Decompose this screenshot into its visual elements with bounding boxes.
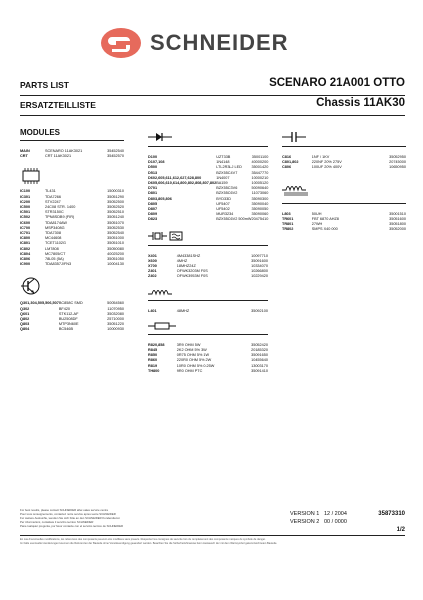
version2-label: VERSION 2 bbox=[290, 519, 320, 525]
part-ref: IC701 bbox=[20, 231, 31, 236]
part-description: 4M43381SHZ bbox=[176, 253, 201, 258]
transistor-icon bbox=[20, 275, 40, 297]
part-code: 40025200 bbox=[107, 251, 124, 256]
filter-crystal-icon bbox=[148, 231, 184, 241]
part-description: SMPS X40 000 bbox=[311, 227, 338, 232]
divider bbox=[148, 146, 268, 147]
model-title: SCENARO 21A001 OTTO bbox=[269, 77, 405, 89]
part-code: 35090040 bbox=[251, 201, 269, 206]
divider bbox=[20, 95, 405, 96]
part-code: 10334070 bbox=[251, 264, 268, 269]
part-ref: IC500 bbox=[20, 205, 31, 210]
part-description: TDA7266 bbox=[44, 194, 61, 199]
brand-name: SCHNEIDER bbox=[150, 30, 289, 55]
column-modules bbox=[20, 128, 124, 341]
part-ref: IC800 bbox=[20, 236, 31, 241]
part-ref: IC301 bbox=[20, 194, 31, 199]
part-row bbox=[148, 369, 268, 374]
part-row bbox=[20, 262, 124, 267]
part-code: 11073060 bbox=[251, 191, 269, 196]
part-code: 10000210 bbox=[251, 175, 269, 180]
part-code: 11070950 bbox=[107, 306, 124, 311]
part-ref: D100 bbox=[148, 155, 158, 159]
part-code: 35001100 bbox=[251, 155, 269, 159]
part-row bbox=[20, 327, 124, 332]
inductor-icon bbox=[148, 288, 176, 296]
capacitor-icon bbox=[282, 132, 306, 142]
part-ref: Q802 bbox=[20, 317, 30, 322]
part-description: 9R0 OHM PTC bbox=[176, 368, 203, 373]
part-code: 35091650 bbox=[251, 353, 268, 358]
part-code: 35051600 bbox=[389, 216, 406, 221]
part-code: 35052510 bbox=[107, 210, 124, 215]
part-ref: D823 bbox=[148, 217, 158, 222]
part-ref: R845 bbox=[148, 348, 158, 353]
part-code: 35052000 bbox=[389, 227, 406, 232]
part-description: STK112-AF bbox=[58, 311, 79, 316]
part-ref: TR601 bbox=[282, 216, 294, 221]
divider bbox=[148, 334, 268, 335]
footer-note: Pour tous renseignements, contactez notre service apres-vente SCHNEIDER bbox=[20, 512, 116, 516]
part-description: TDA7308 bbox=[44, 231, 61, 236]
parts-list-title: PARTS LIST bbox=[20, 80, 69, 90]
filter-table bbox=[148, 254, 268, 280]
part-ref: C806 bbox=[282, 165, 292, 170]
part-ref: TR802 bbox=[282, 227, 294, 232]
part-ref: IC801 bbox=[20, 241, 31, 246]
part-code: 35090060 bbox=[251, 212, 269, 217]
part-description: STV2247 bbox=[44, 199, 61, 204]
part-description: FBT 6870 AHZ8 bbox=[311, 216, 339, 221]
part-code: 35052520 bbox=[107, 205, 124, 210]
part-code: 35051000 bbox=[107, 236, 124, 241]
part-ref: IC200 bbox=[20, 199, 31, 204]
page-number: 1/2 bbox=[396, 527, 405, 533]
part-code: 20745000 bbox=[389, 160, 406, 165]
part-code: 35051050 bbox=[107, 257, 124, 262]
part-row bbox=[282, 165, 406, 170]
part-ref: IC100 bbox=[20, 189, 31, 194]
part-code: 10005120 bbox=[251, 181, 269, 186]
part-description: 24C08 STR. 1400 bbox=[44, 205, 76, 210]
part-ref: R820,858 bbox=[148, 342, 165, 347]
disclaimer bbox=[20, 538, 405, 545]
part-description: 10R0 OHM 5% 0.25W bbox=[176, 363, 215, 368]
part-description: BZX55C4V7 bbox=[216, 170, 238, 175]
part-ref: IC804 bbox=[20, 251, 31, 256]
part-code: 35090050 bbox=[251, 207, 269, 212]
part-code: 35092100 bbox=[251, 308, 268, 313]
part-code: 35452570 bbox=[107, 154, 124, 159]
part-code: 35052540 bbox=[107, 231, 124, 236]
part-ref: IC600 bbox=[20, 220, 31, 225]
part-ref: D701 bbox=[148, 186, 158, 191]
version-block bbox=[290, 510, 347, 526]
part-description: UF5407 bbox=[216, 201, 230, 206]
divider bbox=[282, 203, 406, 204]
part-ref: MAIN bbox=[20, 149, 30, 153]
part-ref: IC502 bbox=[20, 215, 31, 220]
part-code: 10004130 bbox=[107, 262, 124, 267]
part-description: UF5402 bbox=[216, 207, 230, 212]
part-ref: R860 bbox=[148, 358, 158, 363]
divider bbox=[20, 535, 405, 536]
coil-transformer-table bbox=[282, 212, 406, 233]
part-ref: IC501 bbox=[20, 210, 31, 215]
part-ref: Z402 bbox=[148, 274, 157, 279]
part-code: 50090640 bbox=[251, 186, 269, 191]
capacitor-table bbox=[282, 155, 406, 171]
part-code: 15000310 bbox=[107, 189, 124, 194]
part-ref: L803 bbox=[282, 211, 291, 216]
part-code: 35052500 bbox=[107, 199, 124, 204]
part-ref: D809 bbox=[148, 212, 158, 217]
part-code: 35001420 bbox=[251, 165, 269, 170]
part-description: MC44608 bbox=[44, 236, 62, 241]
part-ref: C801,802 bbox=[282, 160, 299, 165]
part-code: 20475410 bbox=[251, 217, 269, 222]
ic-table bbox=[20, 189, 124, 267]
part-ref: D107,108 bbox=[148, 160, 165, 165]
footer-note: Para cualquier pregunta, por favor contacte con el servicio tecnico de SCHNEIDER bbox=[20, 524, 124, 528]
part-description: BC858C SMD bbox=[58, 301, 83, 306]
part-code: 35051800 bbox=[389, 222, 406, 227]
part-code: 10097710 bbox=[251, 253, 268, 258]
part-code: 35052530 bbox=[107, 225, 124, 230]
part-ref: D602,605,611,612,627,628,800 bbox=[148, 175, 202, 180]
part-code: 25710000 bbox=[107, 317, 124, 322]
part-description: MUR3234 bbox=[216, 212, 234, 217]
modules-title: MODULES bbox=[20, 128, 60, 137]
diode-table bbox=[148, 155, 268, 223]
part-ref: Z401 bbox=[148, 269, 157, 274]
part-description: BZX55C6V2 500mW bbox=[216, 217, 252, 222]
part-description: TL431 bbox=[44, 189, 56, 194]
part-code: 35051220 bbox=[107, 322, 124, 327]
column-diodes-filters bbox=[148, 128, 268, 382]
part-description: 1NF / 1KV bbox=[311, 155, 330, 159]
part-code: 40000200 bbox=[251, 160, 269, 165]
part-description: LTL2R3LJ LED bbox=[216, 165, 242, 170]
part-description: 78L05 (5A) bbox=[44, 257, 64, 262]
part-code: 35001510 bbox=[389, 211, 406, 216]
coil-table bbox=[148, 309, 268, 314]
part-code: 10266800 bbox=[251, 269, 268, 274]
part-code: 50054560 bbox=[107, 301, 124, 306]
part-description: BZX55C3V6 bbox=[216, 186, 238, 191]
part-description: 48MHZ bbox=[176, 308, 190, 313]
part-row bbox=[20, 154, 124, 159]
part-description: OFWK3203M F0S bbox=[176, 269, 208, 274]
part-code: 10650950 bbox=[389, 165, 406, 170]
part-ref: R850 bbox=[148, 353, 158, 358]
part-description: BF420 bbox=[58, 306, 71, 311]
footer-notes bbox=[20, 508, 260, 528]
part-description: BZX55C6V2 bbox=[216, 191, 238, 196]
part-row bbox=[148, 309, 268, 314]
divider bbox=[148, 245, 268, 246]
part-row bbox=[20, 301, 124, 306]
part-ref: IC700 bbox=[20, 225, 31, 230]
diode-icon bbox=[148, 132, 172, 142]
part-description: 100UF 20% 400V bbox=[311, 165, 342, 170]
part-ref: Q804 bbox=[20, 327, 30, 332]
part-description: MSP3408G bbox=[44, 225, 65, 230]
part-ref: D801 bbox=[148, 191, 158, 196]
chassis-title: Chassis 11AK30 bbox=[316, 97, 405, 109]
part-description: BU2508DF bbox=[58, 317, 78, 322]
part-description: 220R0 OHM 5% 2W bbox=[176, 358, 212, 363]
part-description: CRT 11AK3021 bbox=[44, 154, 72, 159]
footer-note: Per informazioni, contattare il servizio tecnico SCHNEIDER bbox=[20, 520, 94, 524]
part-description: 50UH bbox=[311, 211, 322, 216]
part-ref: X600 bbox=[148, 258, 157, 263]
part-description: SCENARO 11AK3021 bbox=[44, 149, 83, 153]
divider bbox=[282, 146, 406, 147]
resistor-table bbox=[148, 343, 268, 374]
disclaimer-line: Im Falle eventueller Aenderungen koennen die Referenzen der Bauteile ohne Vorankuendigung geaendert werden. Beachten Sie die Sicherheitshinweise beim Austausch der mit dem Warnsymbol gekennzeichneten Bauteile. bbox=[20, 541, 278, 545]
part-description: BYD33D bbox=[216, 196, 231, 201]
part-description: TDA8174AW bbox=[44, 220, 67, 225]
part-ref: D513 bbox=[148, 170, 158, 175]
part-code: 13003170 bbox=[251, 363, 268, 368]
part-description: BC546B bbox=[58, 327, 74, 332]
part-description: 2K2 OHM 5% 3W bbox=[176, 348, 207, 353]
part-description: TPN8SDB9 (FIR) bbox=[44, 215, 75, 220]
part-code: 35050080 bbox=[107, 246, 124, 251]
part-code: 35052420 bbox=[251, 342, 268, 347]
brand-logo bbox=[100, 27, 340, 59]
part-ref: IC802 bbox=[20, 246, 31, 251]
part-ref: D803,805,806 bbox=[148, 196, 172, 201]
part-ref: D605,606,610,614,800,802,808,807,802 bbox=[148, 181, 217, 186]
part-code: 35051290 bbox=[107, 194, 124, 199]
transistor-table bbox=[20, 301, 124, 332]
disclaimer-line: En cas d'eventuelles modifications, les references des composants peuvent etre modifiees sans preavis. Respectez les consignes de securite lors du remplacement des composants marques du symbole de danger. bbox=[20, 538, 266, 541]
part-row bbox=[148, 217, 268, 222]
part-description: MTP3N60E bbox=[58, 322, 79, 327]
part-description: 1N4148 bbox=[216, 160, 230, 165]
part-description: 4MHZ bbox=[176, 258, 188, 263]
part-ref: TH800 bbox=[148, 368, 160, 373]
version2-value: 00 / 0000 bbox=[323, 519, 347, 525]
version1-value: 12 / 2004 bbox=[323, 511, 347, 517]
part-code: 35452540 bbox=[107, 149, 124, 153]
part-ref: Q302 bbox=[20, 306, 30, 311]
part-ref: D500 bbox=[148, 165, 158, 170]
part-code: 10000930 bbox=[107, 327, 124, 332]
ersatzteil-title: ERSATZTEILLISTE bbox=[20, 100, 96, 110]
part-ref: Q301,304,505,506,507 bbox=[20, 301, 59, 306]
part-description: 1N4007 bbox=[216, 175, 230, 180]
column-capacitors-coils bbox=[282, 128, 406, 240]
part-ref: D805 bbox=[148, 201, 158, 206]
part-code: 10229420 bbox=[251, 274, 268, 279]
footer-note: For best results, please contact SCHNEIDER after-sales service centre bbox=[20, 508, 109, 512]
part-row bbox=[282, 227, 406, 232]
part-code: 35051010 bbox=[107, 241, 124, 246]
part-code: 35447770 bbox=[251, 170, 269, 175]
part-ref: Q803 bbox=[20, 322, 30, 327]
part-row bbox=[148, 274, 268, 279]
part-ref: R819 bbox=[148, 363, 158, 368]
divider bbox=[20, 115, 405, 116]
part-code: 35032080 bbox=[107, 311, 124, 316]
part-description: 220NF 20% 275V bbox=[311, 160, 342, 165]
part-code: 35091410 bbox=[251, 368, 268, 373]
transformer-icon bbox=[282, 185, 310, 199]
part-description: TDA8357J/FN3 bbox=[44, 262, 72, 267]
part-code: 35051240 bbox=[107, 215, 124, 220]
part-description: OFWK3953M F0S bbox=[176, 274, 208, 279]
part-code: 20185320 bbox=[251, 348, 268, 353]
document-number: 35873310 bbox=[378, 511, 405, 517]
part-description: BA159 bbox=[216, 181, 228, 186]
ic-chip-icon bbox=[20, 167, 42, 185]
schneider-logo-icon bbox=[100, 27, 142, 59]
part-ref: IC806 bbox=[20, 257, 31, 262]
part-description: 0R75 OHM 5% 1W bbox=[176, 353, 210, 358]
part-code: 35052950 bbox=[389, 155, 406, 159]
modules-table bbox=[20, 149, 124, 159]
resistor-icon bbox=[148, 322, 176, 330]
version1-label: VERSION 1 bbox=[290, 511, 320, 517]
part-description: LM7808 bbox=[44, 246, 59, 251]
part-description: MC7805/CT bbox=[44, 251, 66, 256]
divider bbox=[20, 140, 124, 141]
part-ref: C816 bbox=[282, 155, 292, 159]
part-ref: CRT bbox=[20, 154, 28, 159]
part-code: 35090300 bbox=[251, 196, 269, 201]
part-description: TCET1102G bbox=[44, 241, 66, 246]
part-ref: Q601 bbox=[20, 311, 30, 316]
part-code: 35091600 bbox=[251, 258, 268, 263]
part-ref: IC900 bbox=[20, 262, 31, 267]
part-description: 27WH bbox=[311, 222, 323, 227]
part-description: UZT33B bbox=[216, 155, 231, 159]
part-ref: D807 bbox=[148, 207, 158, 212]
footer-note: Fur weitere Auskunfte, wenden Sie sich bitte an den SCHNEIDER Kundendienst bbox=[20, 516, 120, 520]
part-description: STR3150C bbox=[44, 210, 64, 215]
part-code: 35051070 bbox=[107, 220, 124, 225]
part-ref: X700 bbox=[148, 264, 157, 269]
part-ref: L401 bbox=[148, 308, 157, 313]
divider bbox=[148, 300, 268, 301]
part-ref: X401 bbox=[148, 253, 157, 258]
part-description: 18MHZ24Z bbox=[176, 264, 196, 269]
part-code: 10455640 bbox=[251, 358, 268, 363]
part-description: 3R9 OHM 5W bbox=[176, 342, 201, 347]
part-ref: TR801 bbox=[282, 222, 294, 227]
